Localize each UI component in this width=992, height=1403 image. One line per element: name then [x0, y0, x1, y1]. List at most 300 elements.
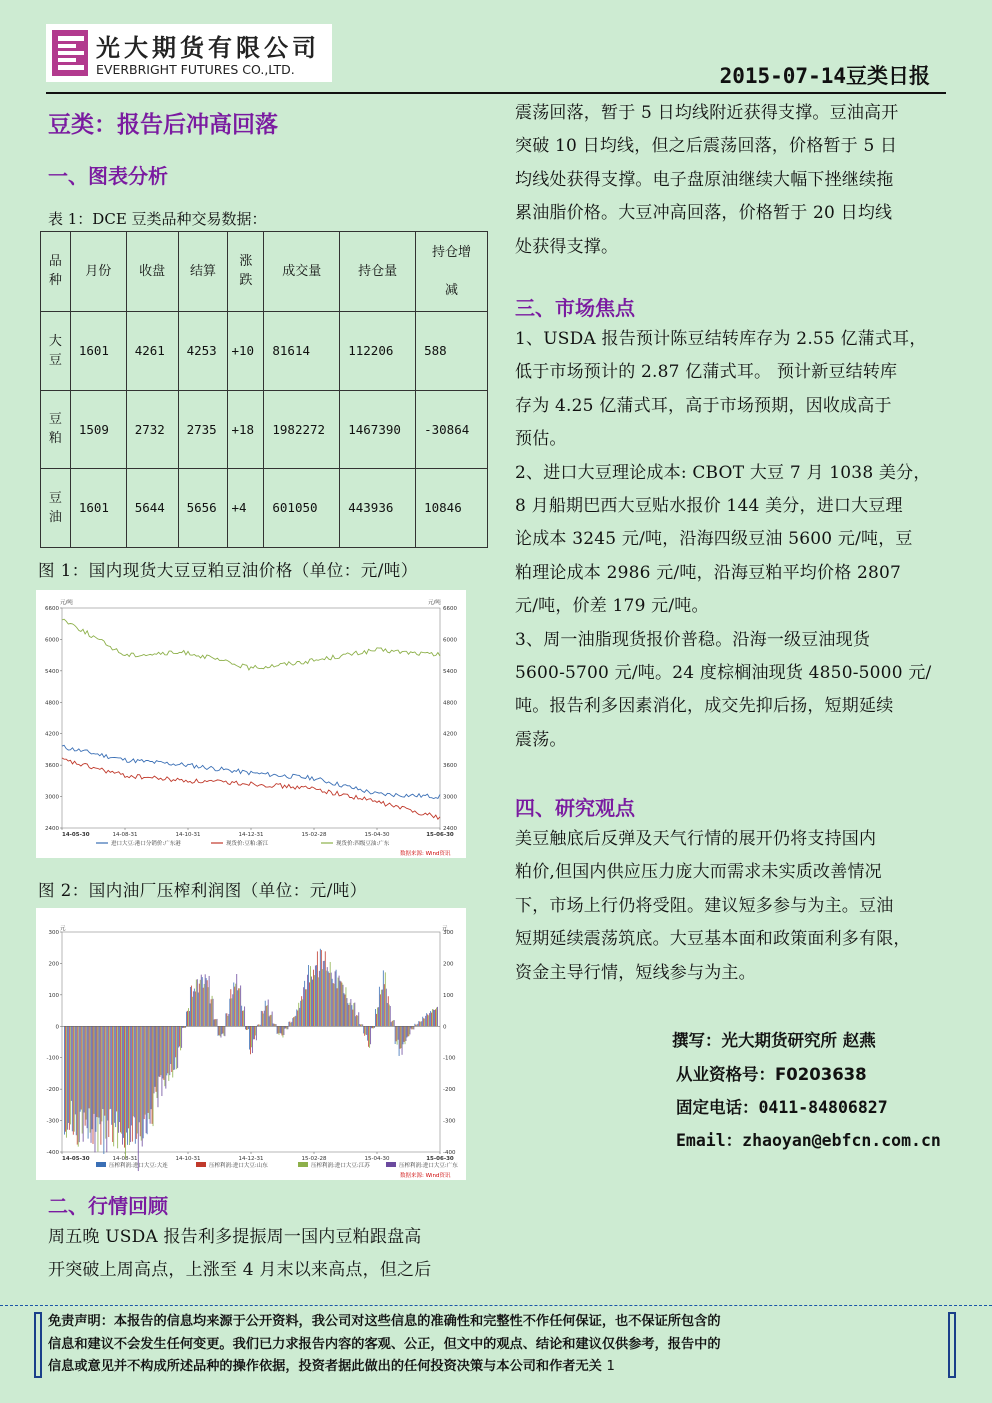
table-cell: 443936 [340, 469, 416, 548]
chart2-bar [314, 975, 315, 1026]
chart2-bar [385, 972, 386, 1026]
chart2-y-tick-label: 300 [48, 930, 59, 936]
chart2-bar [197, 979, 198, 1026]
chart2-bar [295, 1016, 296, 1026]
chart1-y-tick-label: 4200 [45, 731, 59, 738]
chart2-bar [388, 996, 389, 1026]
chart2-bar [409, 1026, 410, 1034]
chart2-bar [242, 1011, 243, 1026]
chart2-bar [176, 1026, 177, 1069]
chart2-bar [407, 1026, 408, 1037]
chart2-bar [122, 1026, 123, 1144]
chart2-bar [313, 970, 314, 1027]
chart2-bar [326, 971, 327, 1027]
chart2-bar [279, 1026, 280, 1035]
chart2-bar [84, 1026, 85, 1112]
chart2-bar [331, 973, 332, 1027]
author-phone: 固定电话：0411-84806827 [676, 1098, 888, 1117]
chart2-bar [305, 989, 306, 1026]
chart2-legend-label: 压榨利润:进口大豆:大连 [109, 1163, 168, 1169]
text-line: 吨。报告利多因素消化，成交先抑后扬，短期延续 [515, 696, 894, 717]
chart2-bar [248, 1026, 249, 1029]
chart2-bar [178, 1026, 179, 1047]
chart2-bar [273, 1023, 274, 1026]
chart2-bar [354, 1003, 355, 1027]
text-line: 5600-5700 元/吨。24 度棕榈油现货 4850-5000 元/ [515, 663, 932, 684]
page-number: 1 [606, 1359, 615, 1374]
crush-profit-bar-chart [36, 908, 466, 1180]
table-cell: 1509 [70, 390, 126, 469]
chart1-y-tick-label: 3000 [45, 794, 59, 801]
chart1-y-tick-label: 6600 [45, 606, 59, 612]
chart2-bar [110, 1026, 111, 1109]
chart2-bar [96, 1026, 97, 1117]
chart2-bar [133, 1026, 134, 1116]
table-cell: 10846 [416, 469, 488, 548]
chart1-y-tick-label: 4800 [45, 700, 59, 707]
chart2-bar [437, 1007, 438, 1026]
chart2-bar [229, 999, 230, 1027]
chart2-legend-swatch [298, 1162, 308, 1167]
table-cell: 1601 [70, 469, 126, 548]
company-logo [46, 24, 332, 82]
chart2-bar [206, 978, 207, 1026]
chart2-bar [129, 1026, 130, 1145]
footer-divider [0, 1305, 992, 1306]
chart2-bar [290, 1023, 291, 1027]
chart2-bar [88, 1026, 89, 1138]
chart2-bar [212, 996, 213, 1026]
text-line: 下，市场上行仍将受阻。建议短多参与为主。豆油 [515, 895, 894, 916]
text-line: 3、周一油脂现货报价普稳。沿海一级豆油现货 [515, 629, 871, 650]
chart2-bar [296, 1009, 297, 1026]
chart2-bar [278, 1026, 279, 1033]
table-cell: 1982272 [264, 390, 340, 469]
chart2-bar [75, 1026, 76, 1114]
chart2-bar [120, 1026, 121, 1132]
chart2-bar [299, 1008, 300, 1026]
trading-data-table [40, 231, 488, 548]
chart2-legend-swatch [386, 1162, 396, 1167]
chart2-bar [215, 1019, 216, 1026]
chart2-bar [335, 971, 336, 1026]
chart2-bar [106, 1026, 107, 1152]
chart2-bar [343, 985, 344, 1027]
table-cell: 588 [416, 312, 488, 391]
chart2-bar [113, 1026, 114, 1146]
chart2-bar [341, 981, 342, 1026]
chart2-bar [367, 1026, 368, 1040]
chart2-bar [318, 977, 319, 1026]
chart2-bar [377, 1008, 378, 1027]
section-heading-market-focus: 三、市场焦点 [515, 296, 635, 320]
chart2-bar [372, 1026, 373, 1028]
chart2-y-tick-label: 0 [55, 1024, 59, 1031]
text-line: 震荡回落，暂于 5 日均线附近获得支撑。豆油高开 [515, 103, 899, 123]
chart2-bar [270, 1015, 271, 1026]
chart2-bar [232, 994, 233, 1026]
chart2-bar [327, 967, 328, 1026]
chart2-bar [239, 988, 240, 1026]
chart2-bar [391, 1022, 392, 1026]
chart2-bar [422, 1017, 423, 1027]
chart2-bar [93, 1026, 94, 1144]
chart2-bar [302, 999, 303, 1026]
chart2-bar [137, 1026, 138, 1133]
table-cell-commodity: 大豆 [41, 312, 71, 391]
chart2-y-tick-label: -300 [46, 1118, 59, 1125]
chart2-bar [378, 1007, 379, 1026]
chart2-bar [336, 970, 337, 1027]
chart2-bar [289, 1022, 290, 1027]
disclaimer-line-text: 信息或意见并不构成所述品种的操作依据，投资者据此做出的任何投资决策与本公司和作者无关 [48, 1359, 602, 1374]
chart2-bar [311, 977, 312, 1027]
chart2-bar [131, 1026, 132, 1125]
chart2-bar [126, 1026, 127, 1132]
chart2-bar [138, 1026, 139, 1171]
chart2-bar [165, 1026, 166, 1088]
chart2-bar [225, 1013, 226, 1026]
chart2-bar [125, 1026, 126, 1158]
chart2-bar [227, 1016, 228, 1026]
text-line: 累油脂价格。大豆冲高回落，价格暂于 20 日均线 [515, 203, 893, 224]
table-row [41, 312, 488, 391]
text-line: 预估。 [515, 429, 567, 450]
chart2-bar [322, 969, 323, 1026]
chart1-y-tick-label-right: 4200 [443, 731, 457, 738]
chart2-bar [375, 1009, 376, 1026]
crush-profit-chart-svg [36, 908, 466, 1180]
chart2-bar [340, 981, 341, 1027]
chart2-bar [68, 1026, 69, 1123]
chart2-bar [79, 1026, 80, 1142]
chart2-bar [345, 995, 346, 1027]
chart2-bar [158, 1026, 159, 1076]
chart1-legend-label: 现货价:四级豆油:广东 [336, 841, 390, 847]
chart2-bar [224, 1026, 225, 1036]
chart2-bar [109, 1026, 110, 1109]
chart2-bar [101, 1026, 102, 1121]
chart2-bar [220, 1026, 221, 1037]
table-cell: 5656 [178, 469, 228, 548]
chart2-bar [396, 1026, 397, 1041]
chart2-bar [400, 1026, 401, 1049]
chart2-bar [78, 1026, 79, 1146]
chart2-bar [203, 988, 204, 1027]
chart2-x-tick-label: 14-10-31 [175, 1156, 201, 1162]
table-header-cell: 品种 [41, 232, 71, 312]
table-header-cell: 涨跌 [228, 232, 264, 312]
chart2-bar [320, 949, 321, 1026]
chart2-bar [201, 975, 202, 1027]
chart2-bar [67, 1026, 68, 1129]
chart2-bar [95, 1026, 96, 1152]
chart2-bar [170, 1026, 171, 1064]
chart1-source: 数据来源: Wind资讯 [400, 851, 451, 857]
chart2-bar [168, 1026, 169, 1081]
chart2-bar [74, 1026, 75, 1131]
chart2-bar [115, 1026, 116, 1127]
chart2-bar [180, 1026, 181, 1050]
chart2-bar [310, 966, 311, 1026]
chart2-bar [99, 1026, 100, 1124]
chart1-y-tick-label-right: 4800 [443, 700, 457, 707]
chart2-bar [309, 982, 310, 1026]
chart2-bar [188, 1008, 189, 1026]
chart2-bar [135, 1026, 136, 1143]
chart2-bar [177, 1026, 178, 1068]
chart2-bar [194, 989, 195, 1027]
table-cell-commodity: 豆粕 [41, 390, 71, 469]
chart1-y-tick-label-right: 6000 [443, 637, 457, 644]
table-caption: 表 1：DCE 豆类品种交易数据： [48, 210, 267, 228]
chart2-bar [303, 987, 304, 1026]
chart2-bar [324, 961, 325, 1027]
chart2-bar [370, 1026, 371, 1044]
table-cell: 4253 [178, 312, 228, 391]
chart2-legend-label: 压榨利润:进口大豆:广东 [399, 1163, 458, 1169]
chart2-bar [413, 1026, 414, 1029]
chart2-bar [291, 1022, 292, 1026]
chart2-bar [264, 1011, 265, 1027]
chart2-bar [97, 1026, 98, 1151]
chart2-bar [394, 1020, 395, 1026]
chart2-bar [214, 1020, 215, 1027]
chart2-bar [204, 984, 205, 1026]
chart2-bar [111, 1026, 112, 1125]
chart2-bar [117, 1026, 118, 1148]
chart2-bar [317, 951, 318, 1026]
chart2-bar [184, 1026, 185, 1028]
chart2-bar [102, 1026, 103, 1109]
footer-bracket-left [34, 1312, 42, 1378]
chart2-bar [254, 1026, 255, 1039]
chart2-bar [85, 1026, 86, 1125]
author-email[interactable]: Email：zhaoyan@ebfcn.com.cn [676, 1131, 941, 1150]
chart2-bar [266, 1006, 267, 1026]
chart2-bar [167, 1026, 168, 1073]
chart2-bar [200, 980, 201, 1026]
chart2-bar [81, 1026, 82, 1109]
text-line: 短期延续震荡筑底。大豆基本面和政策面利多有限， [515, 929, 911, 950]
chart2-bar [361, 1024, 362, 1026]
chart2-bar [144, 1026, 145, 1119]
chart2-bar [371, 1026, 372, 1028]
chart2-bar [395, 1026, 396, 1044]
chart2-bar [292, 1018, 293, 1026]
chart1-x-tick-label: 15-02-28 [301, 832, 327, 838]
table-cell: 4261 [126, 312, 178, 391]
chart2-bar [64, 1026, 65, 1134]
chart2-bar [358, 1012, 359, 1026]
chart2-bar [347, 1003, 348, 1026]
chart2-bar [123, 1026, 124, 1138]
chart2-bar [156, 1026, 157, 1092]
chart2-bar [404, 1026, 405, 1042]
chart2-bar [182, 1026, 183, 1028]
chart2-bar [352, 1010, 353, 1027]
research-view-text [515, 823, 911, 990]
chart1-left-unit: 元/吨 [60, 600, 73, 606]
table-cell-commodity: 豆油 [41, 469, 71, 548]
chart2-y-tick-label: -400 [46, 1150, 59, 1156]
chart2-bar [250, 1026, 251, 1054]
company-logo-mark-icon [52, 30, 88, 76]
chart2-bar [195, 991, 196, 1026]
chart2-bar [363, 1026, 364, 1033]
chart2-bar [100, 1026, 101, 1144]
chart2-bar [285, 1026, 286, 1028]
chart2-legend-label: 压榨利润:进口大豆:山东 [209, 1163, 268, 1169]
table-cell: +10 [228, 312, 264, 391]
chart2-bar [148, 1026, 149, 1113]
chart2-bar [425, 1016, 426, 1026]
section-heading-chart-analysis: 一、图表分析 [48, 164, 168, 188]
chart2-bar [226, 1013, 227, 1026]
text-line: 粕理论成本 2986 元/吨，沿海豆粕平均价格 2807 [515, 562, 902, 583]
chart1-y-tick-label-right: 2400 [443, 826, 457, 832]
chart1-y-tick-label-right: 3000 [443, 794, 457, 801]
chart2-bar [211, 999, 212, 1026]
chart2-bar [275, 1024, 276, 1026]
chart2-bar [76, 1026, 77, 1135]
chart2-bar [245, 1026, 246, 1029]
market-review-text-part1 [48, 1221, 431, 1288]
chart2-bar [262, 1011, 263, 1026]
chart2-bar [223, 1026, 224, 1035]
chart2-bar [186, 1012, 187, 1027]
text-line: 低于市场预计的 2.87 亿蒲式耳。 预计新豆结转库 [515, 362, 898, 383]
chart2-bar [205, 974, 206, 1026]
spot-price-line-chart [36, 590, 466, 858]
logo-english-name: EVERBRIGHT FUTURES CO.,LTD. [96, 62, 295, 77]
chart2-bar [190, 987, 191, 1026]
chart2-bar [124, 1026, 125, 1147]
chart2-bar [416, 1025, 417, 1027]
chart2-bar [69, 1026, 70, 1130]
chart2-x-tick-label: 15-02-28 [301, 1156, 327, 1162]
chart2-bar [286, 1026, 287, 1029]
chart2-bar [429, 1013, 430, 1026]
table-cell: 1601 [70, 312, 126, 391]
table-cell: +18 [228, 390, 264, 469]
chart2-bar [304, 981, 305, 1026]
chart2-bar [258, 1024, 259, 1026]
chart2-bar [433, 1010, 434, 1027]
chart2-bar [411, 1026, 412, 1029]
text-line: 8 月船期巴西大豆贴水报价 144 美分，进口大豆理 [515, 496, 903, 517]
chart2-bar [297, 1011, 298, 1027]
chart2-bar [282, 1026, 283, 1037]
chart2-bar [218, 1026, 219, 1036]
chart2-bar [219, 1026, 220, 1035]
chart2-bar [105, 1026, 106, 1138]
chart2-bar [379, 987, 380, 1027]
chart2-bar [233, 982, 234, 1026]
chart2-y-tick-label: -200 [46, 1087, 59, 1094]
table-cell: -30864 [416, 390, 488, 469]
chart2-bar [196, 980, 197, 1027]
chart2-bar [277, 1026, 278, 1034]
chart2-bar [307, 975, 308, 1027]
chart2-bar [408, 1026, 409, 1036]
chart2-bar [189, 1011, 190, 1026]
chart2-bar [256, 1026, 257, 1040]
chart2-bar [353, 1003, 354, 1026]
chart2-bar [387, 1003, 388, 1026]
chart2-y-tick-label-right: -300 [443, 1118, 456, 1125]
chart2-bar [265, 1001, 266, 1027]
chart2-bar [280, 1026, 281, 1033]
chart2-bar [334, 984, 335, 1027]
chart2-bar [369, 1026, 370, 1048]
chart2-bar [316, 965, 317, 1026]
table-cell: 1467390 [340, 390, 416, 469]
chart2-bar [348, 1005, 349, 1026]
chart2-bar [103, 1026, 104, 1154]
chart2-bar [350, 999, 351, 1026]
chart2-bar [163, 1026, 164, 1080]
chart2-bar [330, 962, 331, 1026]
chart2-bar [235, 984, 236, 1027]
chart2-bar [213, 999, 214, 1026]
chart2-bar [90, 1026, 91, 1132]
chart2-bar [83, 1026, 84, 1141]
chart2-bar [427, 1014, 428, 1026]
chart2-bar [94, 1026, 95, 1114]
chart2-bar [259, 1025, 260, 1027]
chart2-bar [263, 1013, 264, 1026]
chart2-bar [241, 1006, 242, 1027]
chart2-bar [430, 1011, 431, 1026]
chart2-bar [325, 951, 326, 1026]
chart2-bar [329, 973, 330, 1026]
chart2-y-tick-label-right: 200 [443, 961, 454, 968]
chart2-bar [171, 1026, 172, 1072]
table-cell: 601050 [264, 469, 340, 548]
chart2-bar [173, 1026, 174, 1070]
chart2-bar [321, 950, 322, 1026]
chart2-bar [147, 1026, 148, 1134]
chart2-bar [393, 1020, 394, 1026]
chart2-bar [424, 1019, 425, 1027]
figure1-caption: 图 1：国内现货大豆豆粕豆油价格（单位：元/吨） [38, 561, 418, 580]
chart2-bar [252, 1026, 253, 1053]
chart2-bar [80, 1026, 81, 1111]
chart2-bar [283, 1026, 284, 1035]
chart2-bar [192, 997, 193, 1027]
disclaimer-line: 免责声明：本报告的信息均来源于公开资料，我公司对这些信息的准确性和完整性不作任何保证，也不保证所包含的 [48, 1314, 721, 1329]
chart2-bar [119, 1026, 120, 1122]
chart2-bar [276, 1024, 277, 1026]
chart2-bar [328, 971, 329, 1026]
chart2-bar [91, 1026, 92, 1143]
chart2-bar [153, 1026, 154, 1126]
chart2-bar [145, 1026, 146, 1114]
chart2-bar [401, 1026, 402, 1048]
chart2-bar [356, 1015, 357, 1026]
chart2-bar [346, 998, 347, 1026]
chart2-y-tick-label-right: 0 [443, 1024, 447, 1031]
chart2-bar [333, 983, 334, 1026]
chart1-right-unit: 元/吨 [428, 600, 441, 606]
chart2-bar [151, 1026, 152, 1109]
chart2-bar [141, 1026, 142, 1140]
chart2-bar [381, 990, 382, 1027]
chart2-bar [222, 1026, 223, 1033]
chart2-bar [366, 1026, 367, 1035]
chart2-bar [152, 1026, 153, 1124]
